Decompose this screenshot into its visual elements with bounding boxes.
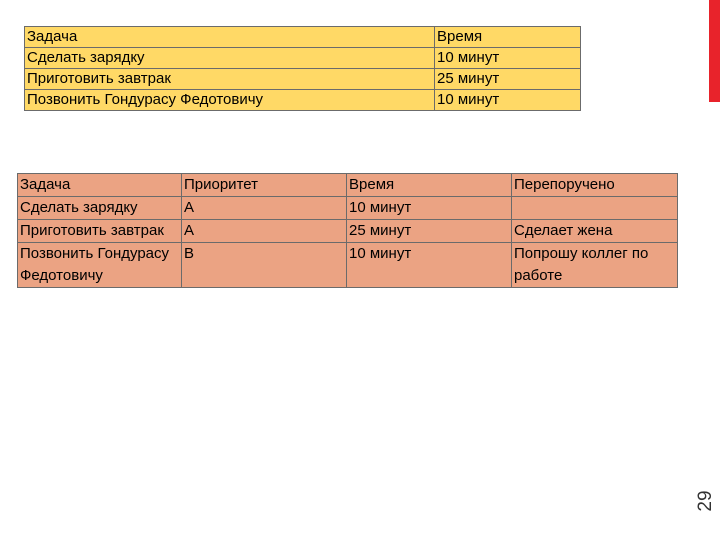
time-cell: 10 минут xyxy=(435,48,581,69)
table-row xyxy=(25,90,581,111)
header-cell-task: Задача xyxy=(25,27,435,48)
header-cell-priority: Приоритет xyxy=(182,174,347,197)
header-cell-time: Время xyxy=(435,27,581,48)
time-cell: 10 минут xyxy=(347,243,512,288)
table-row xyxy=(18,243,678,288)
delegated-cell: Попрошу коллег по работе xyxy=(512,243,678,288)
time-cell: 10 минут xyxy=(347,197,512,220)
table-row xyxy=(25,69,581,90)
task-cell: Позвонить Гондурасу Федотовичу xyxy=(25,90,435,111)
table-row xyxy=(18,197,678,220)
header-cell-delegated: Перепоручено xyxy=(512,174,678,197)
priority-cell: В xyxy=(182,243,347,288)
table-header-row xyxy=(18,174,678,197)
time-cell: 10 минут xyxy=(435,90,581,111)
table-row xyxy=(25,48,581,69)
header-cell-time: Время xyxy=(347,174,512,197)
task-cell: Сделать зарядку xyxy=(25,48,435,69)
priority-table xyxy=(17,173,678,288)
delegated-cell xyxy=(512,197,678,220)
slide-number: 29 xyxy=(695,490,716,512)
delegated-cell: Сделает жена xyxy=(512,220,678,243)
task-cell: Сделать зарядку xyxy=(18,197,182,220)
tasks-table xyxy=(24,26,581,111)
table-row xyxy=(18,220,678,243)
task-cell: Приготовить завтрак xyxy=(18,220,182,243)
time-cell: 25 минут xyxy=(347,220,512,243)
priority-cell: А xyxy=(182,197,347,220)
header-cell-task: Задача xyxy=(18,174,182,197)
task-cell: Позвонить Гондурасу Федотовичу xyxy=(18,243,182,288)
table-header-row xyxy=(25,27,581,48)
task-cell: Приготовить завтрак xyxy=(25,69,435,90)
accent-bar xyxy=(709,0,720,102)
time-cell: 25 минут xyxy=(435,69,581,90)
priority-cell: А xyxy=(182,220,347,243)
